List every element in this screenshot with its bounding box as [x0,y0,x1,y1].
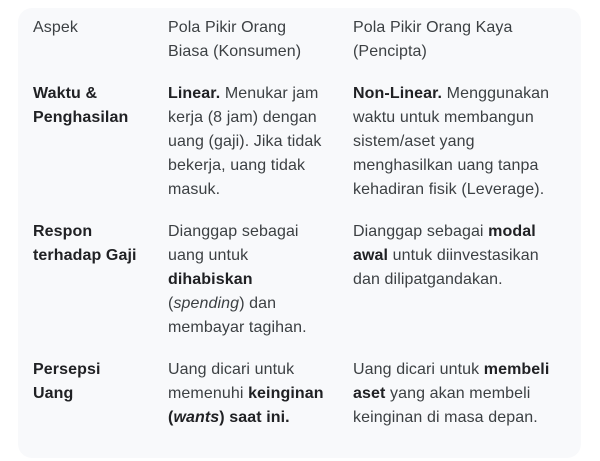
text-segment: ( [168,295,174,312]
cell-pola-pikir-orang-biasa [168,16,353,64]
comparison-table [33,16,565,430]
text-segment: Aspek [33,19,78,36]
text-segment: ) dan membayar tagihan. [168,295,307,336]
text-segment: wants [173,409,220,426]
cell-aspek [33,220,168,340]
text-segment: untuk diinvestasikan dan dilipatgandakan. [353,247,539,288]
cell-pola-pikir-orang-biasa [168,358,353,430]
text-segment: dihabiskan [168,271,253,288]
text-segment: membeli aset [353,361,550,402]
text-segment: modal awal [353,223,536,264]
text-segment: Linear. [168,85,221,102]
text-segment: Dianggap sebagai uang untuk [168,223,299,264]
text-segment: keinginan ( [168,385,324,426]
text-segment: Waktu & Penghasilan [33,85,129,126]
cell-pola-pikir-orang-biasa [168,82,353,202]
text-segment: Uang dicari untuk memenuhi [168,361,295,402]
comparison-card [18,8,581,458]
text-segment: Respon terhadap Gaji [33,223,137,264]
text-segment: Dianggap sebagai [353,223,489,240]
cell-pola-pikir-orang-kaya [353,82,565,202]
cell-pola-pikir-orang-biasa [168,220,353,340]
cell-aspek [33,358,168,430]
cell-aspek [33,16,168,64]
text-segment: Pola Pikir Orang Kaya (Pencipta) [353,19,513,60]
text-segment: Persepsi Uang [33,361,101,402]
text-segment: yang akan membeli keinginan di masa depan. [353,385,538,426]
cell-pola-pikir-orang-kaya [353,220,565,340]
text-segment: Menggunakan waktu untuk membangun sistem/aset yang menghasilkan uang tanpa kehadiran fisik (Leverage). [353,85,550,198]
cell-aspek [33,82,168,202]
text-segment: spending [173,295,240,312]
text-segment: Pola Pikir Orang Biasa (Konsumen) [168,19,302,60]
text-segment: ) saat ini. [219,409,290,426]
cell-pola-pikir-orang-kaya [353,16,565,64]
text-segment: Menukar jam kerja (8 jam) dengan uang (gaji). Jika tidak bekerja, uang tidak masuk. [168,85,322,198]
text-segment: Non-Linear. [353,85,443,102]
cell-pola-pikir-orang-kaya [353,358,565,430]
text-segment: Uang dicari untuk [353,361,484,378]
